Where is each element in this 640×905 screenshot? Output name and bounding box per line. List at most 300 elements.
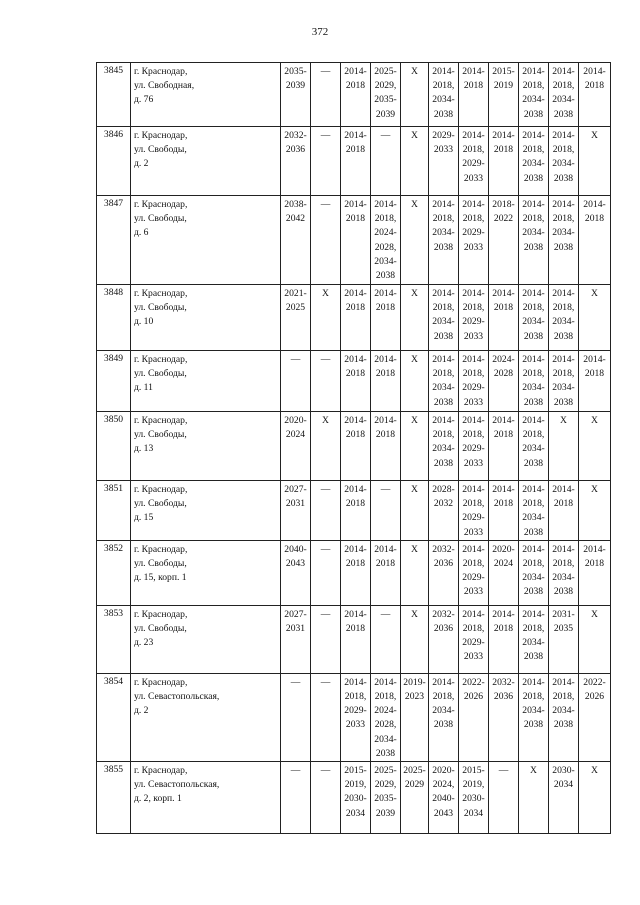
period-value: 2031 [285,623,306,635]
period-cell [341,762,371,834]
address-cell [131,605,281,673]
table-row [97,605,611,673]
period-value: 2014- [583,354,606,365]
period-value: 2018, [432,691,455,703]
period-value: 2040- [284,543,307,555]
housing-register-table [96,62,611,834]
period-cell [429,63,459,127]
period-value: 2033 [463,457,484,469]
period-value: 2014- [552,288,575,299]
table-row [97,762,611,834]
period-value: 2014- [522,676,545,688]
period-value: 2018, [522,691,545,703]
address-cell [131,63,281,127]
period-value: 2018, [462,429,485,441]
period-value: 2024, [432,779,455,791]
period-value: 2014- [522,354,545,365]
period-cell [281,63,311,127]
period-cell [281,351,311,412]
period-value: 2014- [344,66,367,77]
period-cell [371,673,401,761]
address-line: д. 76 [134,94,154,106]
period-value: 2018, [552,368,575,380]
period-value: 2034- [552,572,575,584]
period-value: 2024 [285,429,306,441]
period-value: 2018, [552,691,575,703]
period-cell [341,285,371,351]
period-cell [549,285,579,351]
period-value: — [320,676,331,688]
period-value: 2038- [284,199,307,210]
period-value: 2019 [493,80,514,92]
period-value: 2034- [432,705,455,717]
table-body [97,63,611,834]
period-value: 2025- [374,66,397,77]
period-value: 2018 [493,429,514,441]
period-value: 2018 [493,144,514,156]
period-value: 2032- [492,676,515,688]
row-number: 3854 [97,673,131,761]
period-cell [281,285,311,351]
period-cell [579,605,611,673]
address-line: д. 15, корп. 1 [134,572,187,584]
period-value: 2014- [552,130,575,141]
period-value: 2018 [493,498,514,510]
period-cell [579,285,611,351]
period-cell [459,127,489,196]
period-value: 2014- [522,543,545,555]
period-cell [429,351,459,412]
period-value: 2034- [522,512,545,524]
table-row [97,412,611,481]
period-value: 2014- [374,415,397,426]
period-value: 2034- [552,158,575,170]
period-value: 2034- [374,733,397,745]
period-value: 2018, [522,80,545,92]
period-value: 2038 [433,719,454,731]
period-cell [459,673,489,761]
address-cell [131,285,281,351]
period-value: 2034- [522,443,545,455]
period-cell [579,762,611,834]
period-cell [519,285,549,351]
period-value: 2034- [522,382,545,394]
period-value: — [320,484,331,495]
period-value: 2015- [492,66,515,77]
address-line: д. 15 [134,512,154,524]
period-value: — [320,130,331,141]
period-value: 2031 [285,498,306,510]
period-cell [341,63,371,127]
period-cell [281,127,311,196]
period-value: 2038 [553,396,574,408]
period-value: 2014- [344,484,367,495]
period-value: 2018 [375,302,396,314]
period-cell [401,540,429,605]
period-value: 2038 [553,108,574,120]
period-value: 2028, [374,241,397,253]
period-cell [281,196,311,285]
row-number: 3851 [97,481,131,541]
period-cell [401,605,429,673]
period-value: 2038 [523,108,544,120]
period-cell [311,540,341,605]
row-number: 3850 [97,412,131,481]
period-value: 2033 [463,172,484,184]
period-cell [549,762,579,834]
period-value: X [411,199,418,210]
period-value: 2019, [462,779,485,791]
period-value: 2033 [463,586,484,598]
period-value: 2033 [463,241,484,253]
period-cell [489,351,519,412]
period-value: 2018 [375,429,396,441]
address-cell [131,196,281,285]
period-value: 2014- [522,66,545,77]
table-row [97,285,611,351]
period-cell [549,412,579,481]
period-value: X [411,130,418,141]
period-value: 2035- [374,793,397,805]
period-value: 2018, [432,368,455,380]
period-value: 2015- [462,765,485,777]
period-value: 2038 [523,330,544,342]
period-cell [549,127,579,196]
period-value: 2018, [522,558,545,570]
period-value: 2018 [345,144,366,156]
period-cell [429,540,459,605]
period-value: 2034 [553,779,574,791]
period-value: 2018, [522,429,545,441]
period-value: 2034- [432,443,455,455]
period-cell [371,540,401,605]
period-cell [489,762,519,834]
period-value: 2014- [344,288,367,299]
period-cell [429,285,459,351]
period-value: 2034- [374,255,397,267]
period-value: 2018 [584,213,605,225]
period-value: 2038 [523,172,544,184]
period-value: 2034- [552,227,575,239]
period-value: 2024- [492,354,515,365]
period-value: 2038 [433,241,454,253]
period-value: 2014- [462,608,485,620]
period-value: 2029- [462,572,485,584]
period-value: 2038 [523,586,544,598]
period-value: 2018, [344,691,367,703]
period-value: — [320,199,331,210]
period-value: 2033 [463,330,484,342]
period-cell [429,673,459,761]
period-value: — [320,543,331,555]
period-value: — [320,354,331,365]
period-value: — [380,130,391,141]
period-cell [401,351,429,412]
period-value: 2014- [462,288,485,299]
period-value: 2034- [552,94,575,106]
period-value: 2018, [374,213,397,225]
address-line: ул. Севастопольская, [134,691,220,703]
period-value: 2043 [433,807,454,819]
address-line: г. Краснодар, [134,130,188,141]
period-value: 2014- [344,130,367,141]
period-cell [579,412,611,481]
period-value: 2014- [344,199,367,210]
period-value: 2038 [553,241,574,253]
period-cell [401,127,429,196]
period-value: X [591,288,598,299]
period-value: 2028- [432,484,455,495]
period-value: 2038 [523,526,544,538]
period-value: 2024 [493,558,514,570]
address-line: г. Краснодар, [134,608,188,620]
period-cell [579,196,611,285]
period-value: 2038 [553,172,574,184]
address-line: д. 13 [134,443,154,455]
period-value: 2014- [432,199,455,210]
period-cell [311,196,341,285]
period-value: 2040- [432,793,455,805]
period-value: 2014- [492,484,515,495]
period-value: 2036 [493,691,514,703]
period-value: 2034- [552,316,575,328]
period-value: 2018, [432,80,455,92]
period-value: 2028 [493,368,514,380]
period-value: 2039 [375,108,396,120]
address-line: г. Краснодар, [134,543,188,555]
period-value: 2025- [374,765,397,777]
period-value: 2018 [493,302,514,314]
period-value: 2033 [463,526,484,538]
period-value: 2029- [462,158,485,170]
period-value: 2018 [345,429,366,441]
period-value: 2014- [374,288,397,299]
period-cell [401,63,429,127]
period-cell [311,673,341,761]
period-value: 2018, [522,302,545,314]
period-value: 2015- [344,765,367,777]
period-value: 2034- [432,94,455,106]
period-cell [429,127,459,196]
period-cell [341,196,371,285]
table-row [97,540,611,605]
period-value: 2038 [553,586,574,598]
address-line: г. Краснодар, [134,66,188,77]
address-cell [131,351,281,412]
period-value: X [591,130,598,141]
period-value: 2018, [552,80,575,92]
period-cell [341,673,371,761]
period-value: 2034- [522,637,545,649]
period-cell [459,762,489,834]
period-value: 2024- [374,705,397,717]
address-line: г. Краснодар, [134,354,188,365]
period-value: 2014- [522,415,545,426]
period-value: 2018, [462,213,485,225]
period-value: 2018 [345,558,366,570]
address-line: д. 2 [134,705,149,717]
period-value: X [411,415,418,426]
period-value: 2020- [284,415,307,426]
period-cell [489,673,519,761]
period-cell [401,673,429,761]
period-value: X [322,288,329,299]
period-cell [401,412,429,481]
address-cell [131,540,281,605]
period-value: 2029- [462,316,485,328]
address-line: г. Краснодар, [134,288,188,299]
period-value: 2038 [375,270,396,282]
period-value: 2038 [523,651,544,663]
period-value: 2031- [552,608,575,620]
period-cell [459,196,489,285]
period-value: 2029 [404,779,425,791]
period-value: 2014- [374,354,397,365]
period-cell [371,127,401,196]
period-cell [579,481,611,541]
period-value: 2027- [284,608,307,620]
period-value: 2021- [284,288,307,299]
period-value: 2018 [375,558,396,570]
period-value: 2029- [344,705,367,717]
period-cell [459,412,489,481]
period-cell [311,285,341,351]
period-cell [459,481,489,541]
period-value: X [411,288,418,299]
address-line: д. 11 [134,382,153,394]
row-number: 3845 [97,63,131,127]
address-line: д. 2, корп. 1 [134,793,182,805]
address-line: д. 23 [134,637,154,649]
period-value: 2019, [344,779,367,791]
period-value: — [498,765,509,777]
period-value: 2018 [553,498,574,510]
period-value: 2034- [552,382,575,394]
period-value: 2018, [462,558,485,570]
period-value: 2033 [345,719,366,731]
period-value: 2032 [433,498,454,510]
period-value: 2014- [583,66,606,77]
period-value: — [380,484,391,495]
period-value: 2029- [462,443,485,455]
period-value: 2018 [345,498,366,510]
period-value: 2038 [523,241,544,253]
period-cell [549,605,579,673]
period-value: 2018 [345,213,366,225]
period-cell [489,412,519,481]
period-cell [429,762,459,834]
address-line: ул. Свободы, [134,302,187,314]
period-value: 2039 [375,807,396,819]
row-number: 3855 [97,762,131,834]
period-cell [371,351,401,412]
table-row [97,196,611,285]
period-value: 2020- [432,765,455,777]
period-cell [549,351,579,412]
period-value: 2014- [432,354,455,365]
period-value: 2030- [552,765,575,777]
period-value: 2036 [285,144,306,156]
period-cell [429,481,459,541]
period-value: 2032- [432,608,455,620]
period-value: 2022- [583,676,606,688]
period-cell [311,481,341,541]
period-value: 2018 [345,368,366,380]
period-value: X [411,354,418,365]
period-value: 2034- [522,227,545,239]
row-number: 3849 [97,351,131,412]
period-value: X [591,415,598,426]
address-line: ул. Свободы, [134,429,187,441]
period-value: X [411,66,418,77]
period-cell [549,196,579,285]
period-cell [311,351,341,412]
period-cell [519,196,549,285]
period-value: 2026 [584,691,605,703]
period-value: 2039 [285,80,306,92]
period-value: 2018, [522,623,545,635]
period-value: 2029- [432,130,455,141]
address-cell [131,481,281,541]
address-line: ул. Севастопольская, [134,779,220,791]
period-cell [281,673,311,761]
address-line: г. Краснодар, [134,484,188,495]
period-value: 2014- [552,676,575,688]
address-line: ул. Свободы, [134,558,187,570]
period-value: 2014- [344,354,367,365]
period-cell [519,63,549,127]
period-value: X [530,765,537,777]
period-value: 2030- [344,793,367,805]
period-cell [341,412,371,481]
address-line: г. Краснодар, [134,199,188,210]
period-value: 2014- [583,543,606,555]
period-cell [371,605,401,673]
period-value: 2014- [492,288,515,299]
period-value: 2014- [462,354,485,365]
period-value: 2018 [345,80,366,92]
period-value: 2014- [344,543,367,555]
period-value: 2019- [403,676,426,688]
period-value: X [411,608,418,620]
period-value: 2032- [432,543,455,555]
period-value: 2018, [432,213,455,225]
period-value: 2014- [552,543,575,555]
period-value: 2036 [433,623,454,635]
period-value: 2024- [374,227,397,239]
period-value: 2035- [374,94,397,106]
period-value: 2038 [433,396,454,408]
period-cell [281,412,311,481]
period-value: 2018 [345,623,366,635]
period-cell [519,540,549,605]
period-value: 2034- [522,158,545,170]
period-cell [489,481,519,541]
period-value: 2018 [375,368,396,380]
period-value: 2038 [523,457,544,469]
period-cell [579,127,611,196]
period-value: 2026 [463,691,484,703]
period-value: 2018, [462,498,485,510]
row-number: 3847 [97,196,131,285]
period-value: 2018, [552,302,575,314]
period-value: 2014- [462,543,485,555]
period-value: 2038 [375,747,396,759]
period-value: 2018 [463,80,484,92]
period-value: 2014- [374,199,397,210]
period-value: 2025 [285,302,306,314]
period-cell [281,481,311,541]
